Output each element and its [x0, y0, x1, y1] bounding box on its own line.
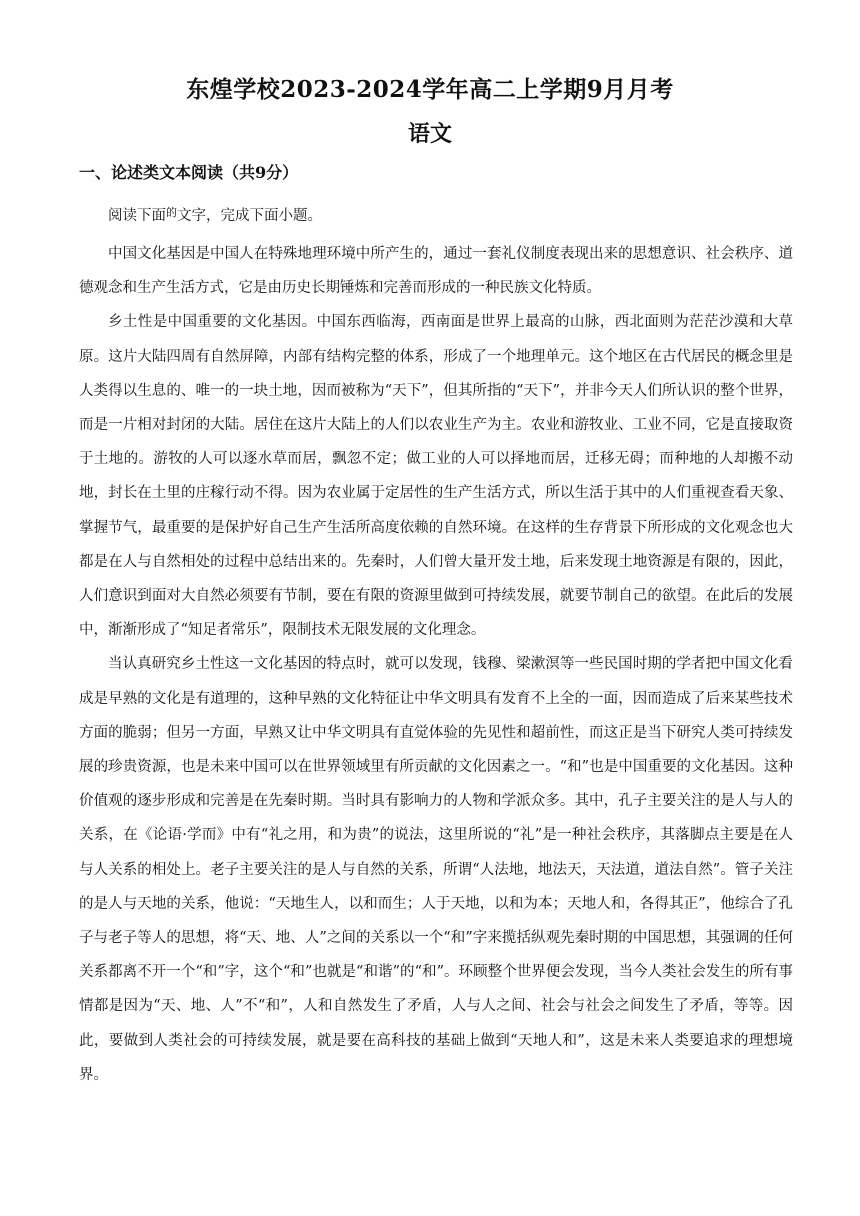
- paragraph-2: 乡土性是中国重要的文化基因。中国东西临海，西南面是世界上最高的山脉，西北面则为茫茫沙漠和大草原。这片大陆四周有自然屏障，内部有结构完整的体系，形成了一个地理单元。这个地区在古代居民的概念里是人类得以生息的、唯一的一块土地，因而被称为“天下”，但其所指的“天下”，并非今天人们所认识的整个世界，而是一片相对封闭的大陆。居住在这片大陆上的人们以农业生产为主。农业和游牧业、工业不同，它是直接取资于土地的。游牧的人可以逐水草而居，飘忽不定；做工业的人可以择地而居，迁移无碍；而种地的人却搬不动地，封长在土里的庄稼行动不得。因为农业属于定居性的生产生活方式，所以生活于其中的人们重视查看天象、掌握节气，最重要的是保护好自己生产生活所高度依赖的自然环境。在这样的生存背景下所形成的文化观念也大都是在人与自然相处的过程中总结出来的。先秦时，人们曾大量开发土地，后来发现土地资源是有限的，因此，人们意识到面对大自然必须要有节制，要在有限的资源里做到可持续发展，就要节制自己的欲望。在此后的发展中，渐渐形成了“知足者常乐”，限制技术无限发展的文化理念。: [79, 314, 793, 639]
- instruction-text-end: 文字，完成下面小题。: [177, 208, 322, 224]
- paragraph-1: 中国文化基因是中国人在特殊地理环境中所产生的，通过一套礼仪制度表现出来的思想意识、社会秩序、道德观念和生产生活方式，它是由历史长期锤炼和完善而形成的一种民族文化特质。: [79, 246, 793, 297]
- instruction-text-start: 阅读下面: [108, 208, 166, 224]
- document-subtitle: 语文: [407, 121, 452, 147]
- instruction-superscript: 的: [166, 206, 177, 219]
- section-heading: 一、论述类文本阅读（共9分）: [79, 163, 299, 182]
- paragraph-3: 当认真研究乡土性这一文化基因的特点时，就可以发现，钱穆、梁漱溟等一些民国时期的学者把中国文化看成是早熟的文化是有道理的，这种早熟的文化特征让中华文明具有发育不上全的一面，因而造成了后来某些技术方面的脆弱；但另一方面，早熟又让中华文明具有直觉体验的先见性和超前性，而这正是当下研究人类可持续发展的珍贵资源，也是未来中国可以在世界领域里有所贡献的文化因素之一。“和”也是中国重要的文化基因。这种价值观的逐步形成和完善是在先秦时期。当时具有影响力的人物和学派众多。其中，孔子主要关注的是人与人的关系，在《论语·学而》中有“礼之用，和为贵”的说法，这里所说的“礼”是一种社会秩序，其落脚点主要是在人与人关系的相处上。老子主要关注的是人与自然的关系，所谓“人法地，地法天，天法道，道法自然”。管子关注的是人与天地的关系，他说：“天地生人，以和而生；人于天地，以和为本；天地人和，各得其正”，他综合了孔子与老子等人的思想，将“天、地、人”之间的关系以一个“和”字来揽括纵观先秦时期的中国思想，其强调的任何关系都离不开一个“和”字，这个“和”也就是“和谐”的“和”。环顾整个世界便会发现，当今人类社会发生的所有事情都是因为“天、地、人”不“和”，人和自然发生了矛盾，人与人之间、社会与社会之间发生了矛盾，等等。因此，要做到人类社会的可持续发展，就是要在高科技的基础上做到“天地人和”，这是未来人类要追求的理想境界。: [79, 656, 793, 1083]
- passage-body: [79, 237, 793, 1092]
- document-title: 东煌学校2023-2024学年高二上学期9月月考: [186, 76, 674, 103]
- reading-instruction: [108, 201, 322, 232]
